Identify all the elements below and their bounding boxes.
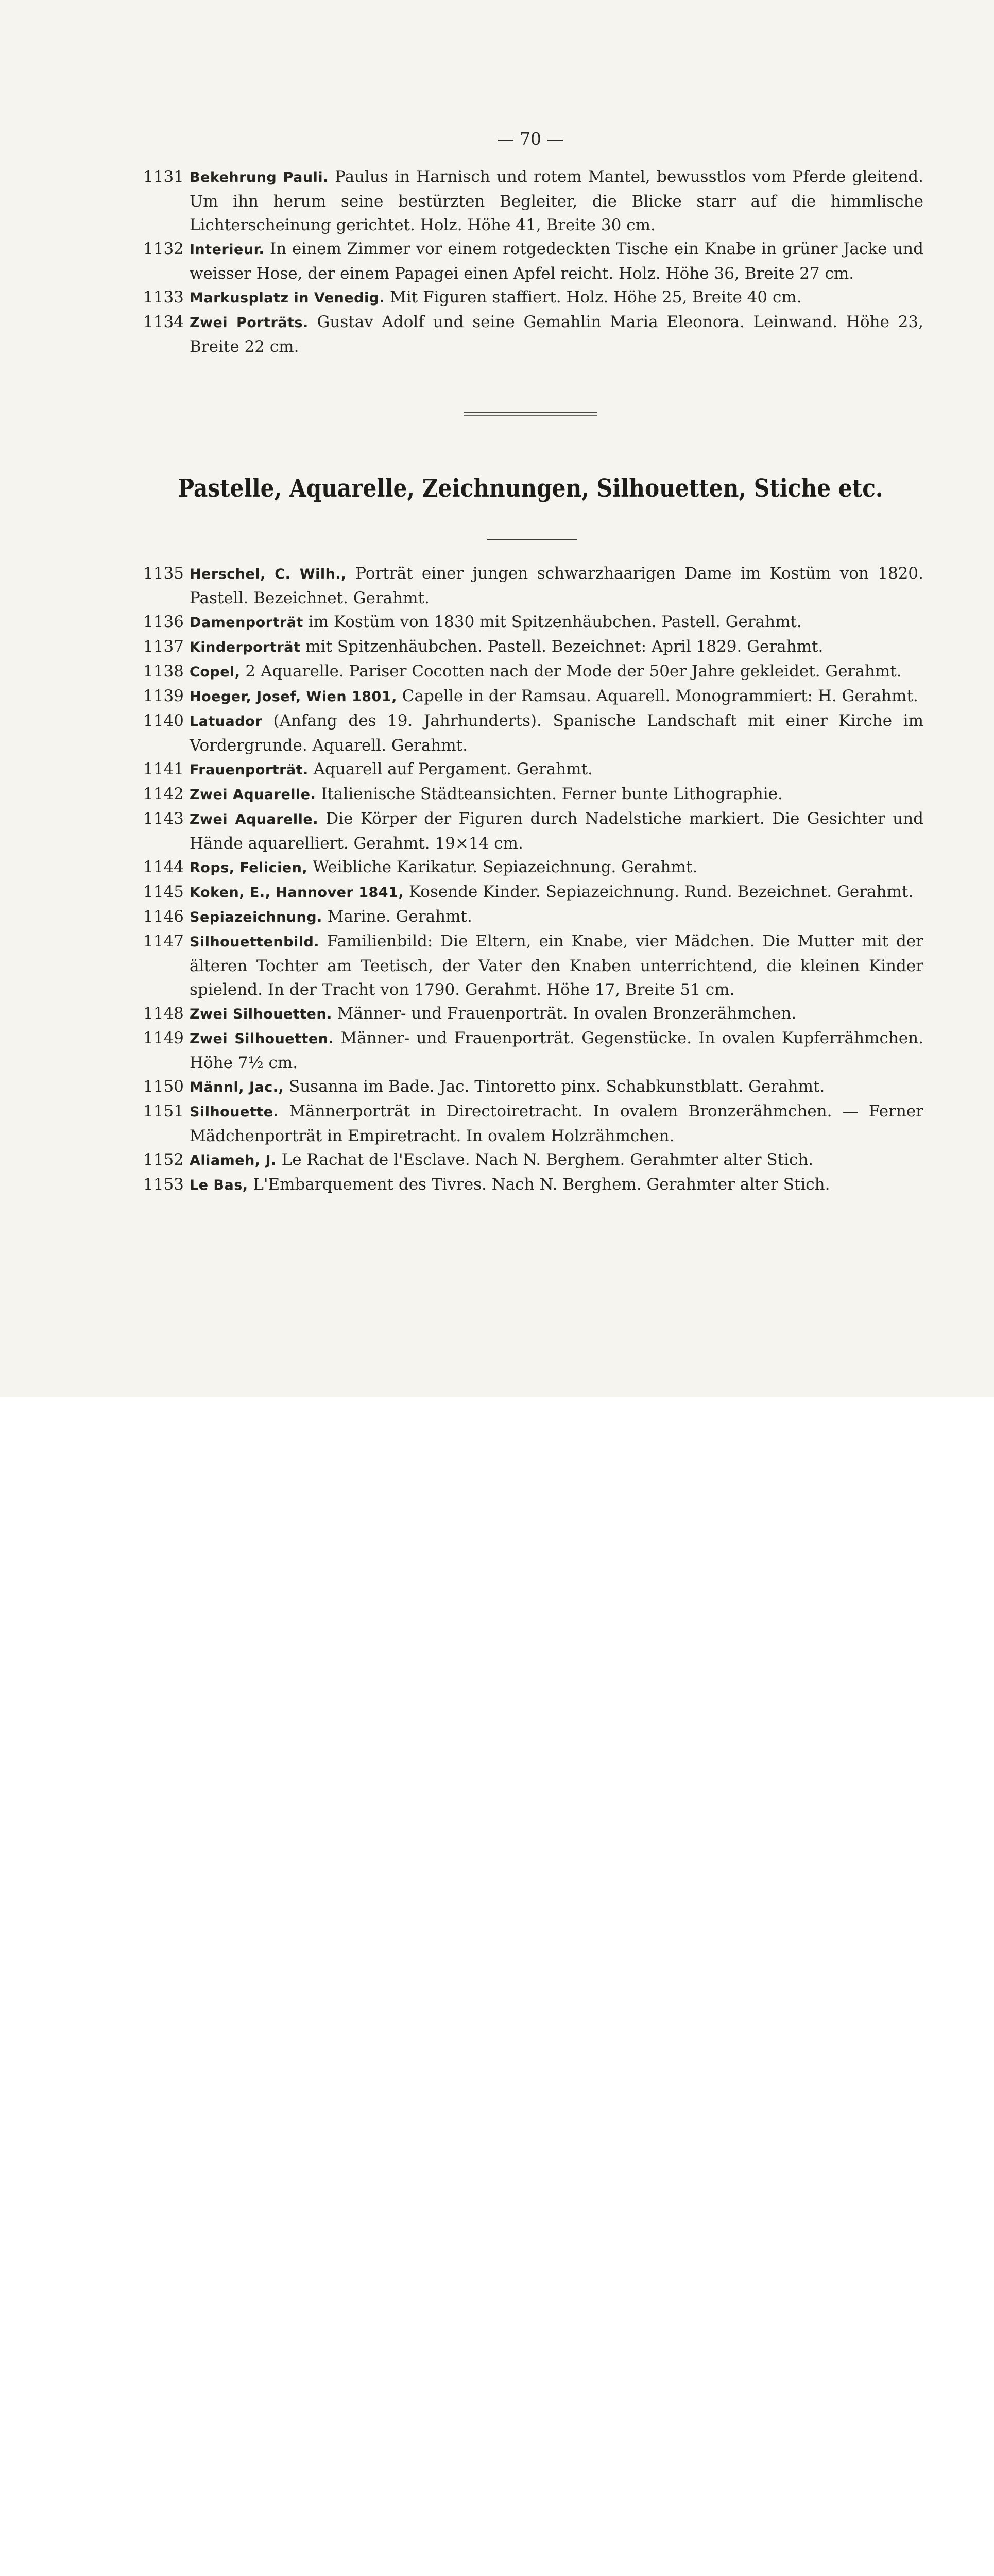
catalog-entry xyxy=(143,562,923,610)
entry-text: (Anfang des 19. Jahrhunderts). Spanische Landschaft mit einer Kirche im Vordergrunde. Aquarell. Gerahmt. xyxy=(190,711,923,755)
double-rule-bottom xyxy=(464,415,597,416)
entry-number: 1134 xyxy=(143,313,184,331)
entry-number: 1153 xyxy=(143,1175,184,1194)
entry-title: Sepiazeichnung. xyxy=(190,909,322,925)
entry-text: Mit Figuren staffiert. Holz. Höhe 25, Breite 40 cm. xyxy=(385,288,802,307)
entry-text: Aquarell auf Pergament. Gerahmt. xyxy=(308,760,593,778)
catalog-entry xyxy=(143,1026,923,1075)
entry-number: 1145 xyxy=(143,883,184,901)
entry-title: Bekehrung Pauli. xyxy=(190,170,329,185)
entry-text: mit Spitzenhäubchen. Pastell. Bezeichnet: April 1829. Gerahmt. xyxy=(300,637,824,656)
entry-text: Die Körper der Figuren durch Nadelstiche markiert. Die Gesichter und Hände aquarelliert. Gerahmt. 19×14 cm. xyxy=(190,809,923,853)
entry-title: Interieur. xyxy=(190,242,265,258)
catalog-entry xyxy=(143,782,923,807)
entry-number: 1147 xyxy=(143,932,184,951)
entry-number: 1149 xyxy=(143,1029,184,1047)
entry-number: 1136 xyxy=(143,613,184,631)
catalog-entry xyxy=(143,1148,923,1173)
entry-text: im Kostüm von 1830 mit Spitzenhäubchen. Pastell. Gerahmt. xyxy=(303,613,802,631)
entry-title: Kinderporträt xyxy=(190,639,301,655)
entries-top xyxy=(143,165,923,359)
entry-title: Zwei Aquarelle. xyxy=(190,787,316,803)
catalog-entry xyxy=(143,310,923,359)
entry-text: Männer- und Frauenporträt. In ovalen Bronzerähmchen. xyxy=(332,1004,797,1023)
catalog-entry xyxy=(143,635,923,659)
entry-title: Zwei Aquarelle. xyxy=(190,811,318,827)
entry-number: 1143 xyxy=(143,809,184,828)
entry-text: Susanna im Bade. Jac. Tintoretto pinx. Schabkunstblatt. Gerahmt. xyxy=(284,1077,825,1096)
entry-number: 1140 xyxy=(143,711,184,730)
entry-number: 1139 xyxy=(143,687,184,705)
catalog-entry xyxy=(143,1002,923,1026)
catalog-entry xyxy=(143,237,923,285)
entry-text: Familienbild: Die Eltern, ein Knabe, vier Mädchen. Die Mutter mit der älteren Tochter am Teetisch, der Vater den Knaben unterrichtend, die kleinen Kinder spielend. In der Tracht von 1790. Gerahmt. Höhe 17, Breite 51 cm. xyxy=(190,932,923,999)
entry-text: Weibliche Karikatur. Sepiazeichnung. Gerahmt. xyxy=(307,858,698,876)
entry-number: 1138 xyxy=(143,662,184,681)
entry-title: Aliameh, J. xyxy=(190,1153,277,1168)
entry-number: 1151 xyxy=(143,1102,184,1121)
catalog-entry xyxy=(143,880,923,905)
entry-title: Copel, xyxy=(190,664,241,680)
entries-bottom xyxy=(143,562,923,1197)
entry-title: Silhouette. xyxy=(190,1104,279,1120)
entry-text: Männerporträt in Directoiretracht. In ovalem Bronzerähmchen. — Ferner Mädchenporträt in Empiretracht. In ovalem Holzrähmchen. xyxy=(190,1102,923,1145)
entry-title: Markusplatz in Venedig. xyxy=(190,290,385,306)
entry-title: Hoeger, Josef, Wien 1801, xyxy=(190,689,397,705)
entry-text: Capelle in der Ramsau. Aquarell. Monogrammiert: H. Gerahmt. xyxy=(397,687,918,705)
entry-number: 1152 xyxy=(143,1150,184,1169)
entry-title: Koken, E., Hannover 1841, xyxy=(190,885,404,901)
entry-number: 1137 xyxy=(143,637,184,656)
entry-number: 1141 xyxy=(143,760,184,778)
catalog-entry xyxy=(143,757,923,782)
entry-number: 1148 xyxy=(143,1004,184,1023)
catalog-entry xyxy=(143,659,923,684)
entry-number: 1146 xyxy=(143,907,184,926)
entry-title: Zwei Silhouetten. xyxy=(190,1006,332,1022)
catalog-entry xyxy=(143,684,923,709)
entry-text: Porträt einer jungen schwarzhaarigen Dame im Kostüm von 1820. Pastell. Bezeichnet. Gerahmt. xyxy=(190,564,923,607)
entry-text: Paulus in Harnisch und rotem Mantel, bewusstlos vom Pferde gleitend. Um ihn herum seine bestürzten Begleiter, die Blicke starr auf die himmlische Lichterscheinung gerichtet. Holz. Höhe 41, Breite 30 cm. xyxy=(190,167,923,234)
entry-title: Herschel, C. Wilh., xyxy=(190,566,347,582)
catalog-entry xyxy=(143,807,923,855)
footer-bar xyxy=(0,1397,994,1471)
catalog-entry xyxy=(143,709,923,757)
entry-text: Le Rachat de l'Esclave. Nach N. Berghem. Gerahmter alter Stich. xyxy=(276,1150,814,1169)
entry-number: 1142 xyxy=(143,785,184,803)
double-rule-top xyxy=(464,412,597,413)
page-number: — 70 — xyxy=(497,129,564,149)
entry-number: 1144 xyxy=(143,858,184,876)
catalog-entry xyxy=(143,855,923,880)
catalog-entry xyxy=(143,929,923,1002)
catalog-entry xyxy=(143,1075,923,1099)
entry-title: Le Bas, xyxy=(190,1177,248,1193)
entry-text: Kosende Kinder. Sepiazeichnung. Rund. Bezeichnet. Gerahmt. xyxy=(404,883,914,901)
entry-title: Damenporträt xyxy=(190,615,303,631)
catalog-entry xyxy=(143,1173,923,1197)
entry-title: Frauenporträt. xyxy=(190,762,309,778)
heading-rule xyxy=(487,539,577,540)
entry-title: Silhouettenbild. xyxy=(190,934,320,950)
entry-text: 2 Aquarelle. Pariser Cocotten nach der Mode der 50er Jahre gekleidet. Gerahmt. xyxy=(240,662,902,681)
entry-title: Männl, Jac., xyxy=(190,1079,284,1095)
entry-text: Marine. Gerahmt. xyxy=(322,907,472,926)
catalog-entry xyxy=(143,610,923,635)
entry-number: 1131 xyxy=(143,167,184,186)
entry-title: Rops, Felicien, xyxy=(190,860,308,876)
catalog-entry xyxy=(143,1099,923,1148)
catalog-entry xyxy=(143,905,923,929)
entry-text: Gustav Adolf und seine Gemahlin Maria Eleonora. Leinwand. Höhe 23, Breite 22 cm. xyxy=(190,313,923,356)
entry-number: 1135 xyxy=(143,564,184,583)
catalog-entry xyxy=(143,285,923,310)
entry-title: Zwei Silhouetten. xyxy=(190,1031,334,1047)
entry-text: Italienische Städteansichten. Ferner bunte Lithographie. xyxy=(316,785,783,803)
entry-number: 1132 xyxy=(143,240,184,258)
entry-number: 1150 xyxy=(143,1077,184,1096)
entry-text: In einem Zimmer vor einem rotgedeckten Tische ein Knabe in grüner Jacke und weisser Hose, der einem Papagei einen Apfel reicht. Holz. Höhe 36, Breite 27 cm. xyxy=(190,240,923,283)
catalog-entry xyxy=(143,165,923,237)
section-heading: Pastelle, Aquarelle, Zeichnungen, Silhouetten, Stiche etc. xyxy=(178,474,883,503)
entry-text: L'Embarquement des Tivres. Nach N. Berghem. Gerahmter alter Stich. xyxy=(248,1175,830,1194)
entry-number: 1133 xyxy=(143,288,184,307)
entry-text: Männer- und Frauenporträt. Gegenstücke. In ovalen Kupferrähmchen. Höhe 7½ cm. xyxy=(190,1029,923,1072)
entry-title: Zwei Porträts. xyxy=(190,315,309,331)
entry-title: Latuador xyxy=(190,714,262,730)
